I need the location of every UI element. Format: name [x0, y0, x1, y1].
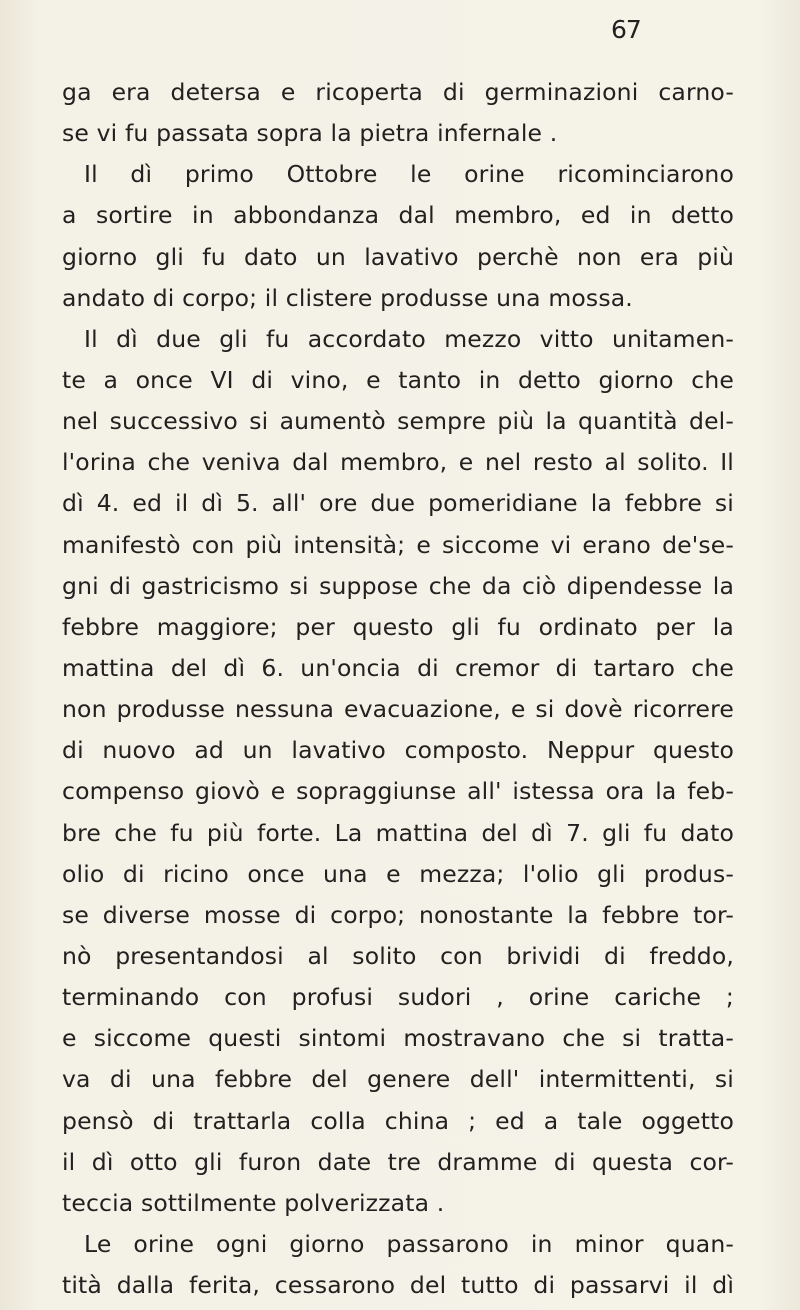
text-line: l'orina che veniva dal membro, e nel resto al solito. Il	[62, 448, 734, 477]
text-line: teccia sottilmente polverizzata .	[62, 1188, 445, 1217]
text-line: pensò di trattarla colla china ; ed a tale oggetto	[62, 1106, 734, 1135]
text-line: manifestò con più intensità; e siccome vi erano de'se-	[62, 530, 734, 559]
text-line: mattina del dì 6. un'oncia di cremor di tartaro che	[62, 653, 734, 682]
text-line: a sortire in abbondanza dal membro, ed in detto	[62, 201, 734, 230]
text-line: gni di gastricismo si suppose che da ciò dipendesse la	[62, 571, 734, 600]
text-line: non produsse nessuna evacuazione, e si dovè ricorrere	[62, 695, 734, 724]
text-line: tità dalla ferita, cessarono del tutto di passarvi il dì	[62, 1271, 734, 1300]
text-line: compenso giovò e sopraggiunse all' istessa ora la feb-	[62, 777, 734, 806]
text-line: e siccome questi sintomi mostravano che si tratta-	[62, 1024, 734, 1053]
text-line: Il dì due gli fu accordato mezzo vitto unitamen-	[84, 324, 734, 353]
text-line: olio di ricino once una e mezza; l'olio gli produs-	[62, 859, 734, 888]
text-line: di nuovo ad un lavativo composto. Neppur questo	[62, 736, 734, 765]
text-line: nel successivo si aumentò sempre più la quantità del-	[62, 407, 734, 436]
text-line: andato di corpo; il clistere produsse una mossa.	[62, 283, 633, 312]
text-line: bre che fu più forte. La mattina del dì 7. gli fu dato	[62, 818, 734, 847]
text-line: giorno gli fu dato un lavativo perchè non era più	[62, 242, 734, 271]
page-number: 67	[611, 15, 641, 44]
page-body-text	[62, 72, 734, 1306]
text-line: il dì otto gli furon date tre dramme di questa cor-	[62, 1147, 734, 1176]
text-line: ga era detersa e ricoperta di germinazioni carno-	[62, 78, 734, 106]
text-line: se diverse mosse di corpo; nonostante la febbre tor-	[62, 900, 734, 929]
text-line: dì 4. ed il dì 5. all' ore due pomeridiane la febbre si	[62, 489, 734, 518]
text-line: va di una febbre del genere dell' intermittenti, si	[62, 1065, 734, 1094]
text-line: Il dì primo Ottobre le orine ricominciarono	[84, 160, 734, 189]
text-line: te a once VI di vino, e tanto in detto giorno che	[62, 365, 734, 394]
text-line: se vi fu passata sopra la pietra infernale .	[62, 119, 558, 148]
text-line: nò presentandosi al solito con brividi di freddo,	[62, 941, 734, 970]
text-line: terminando con profusi sudori , orine cariche ;	[62, 983, 734, 1012]
text-line: febbre maggiore; per questo gli fu ordinato per la	[62, 612, 734, 641]
text-line: Le orine ogni giorno passarono in minor quan-	[84, 1229, 734, 1258]
